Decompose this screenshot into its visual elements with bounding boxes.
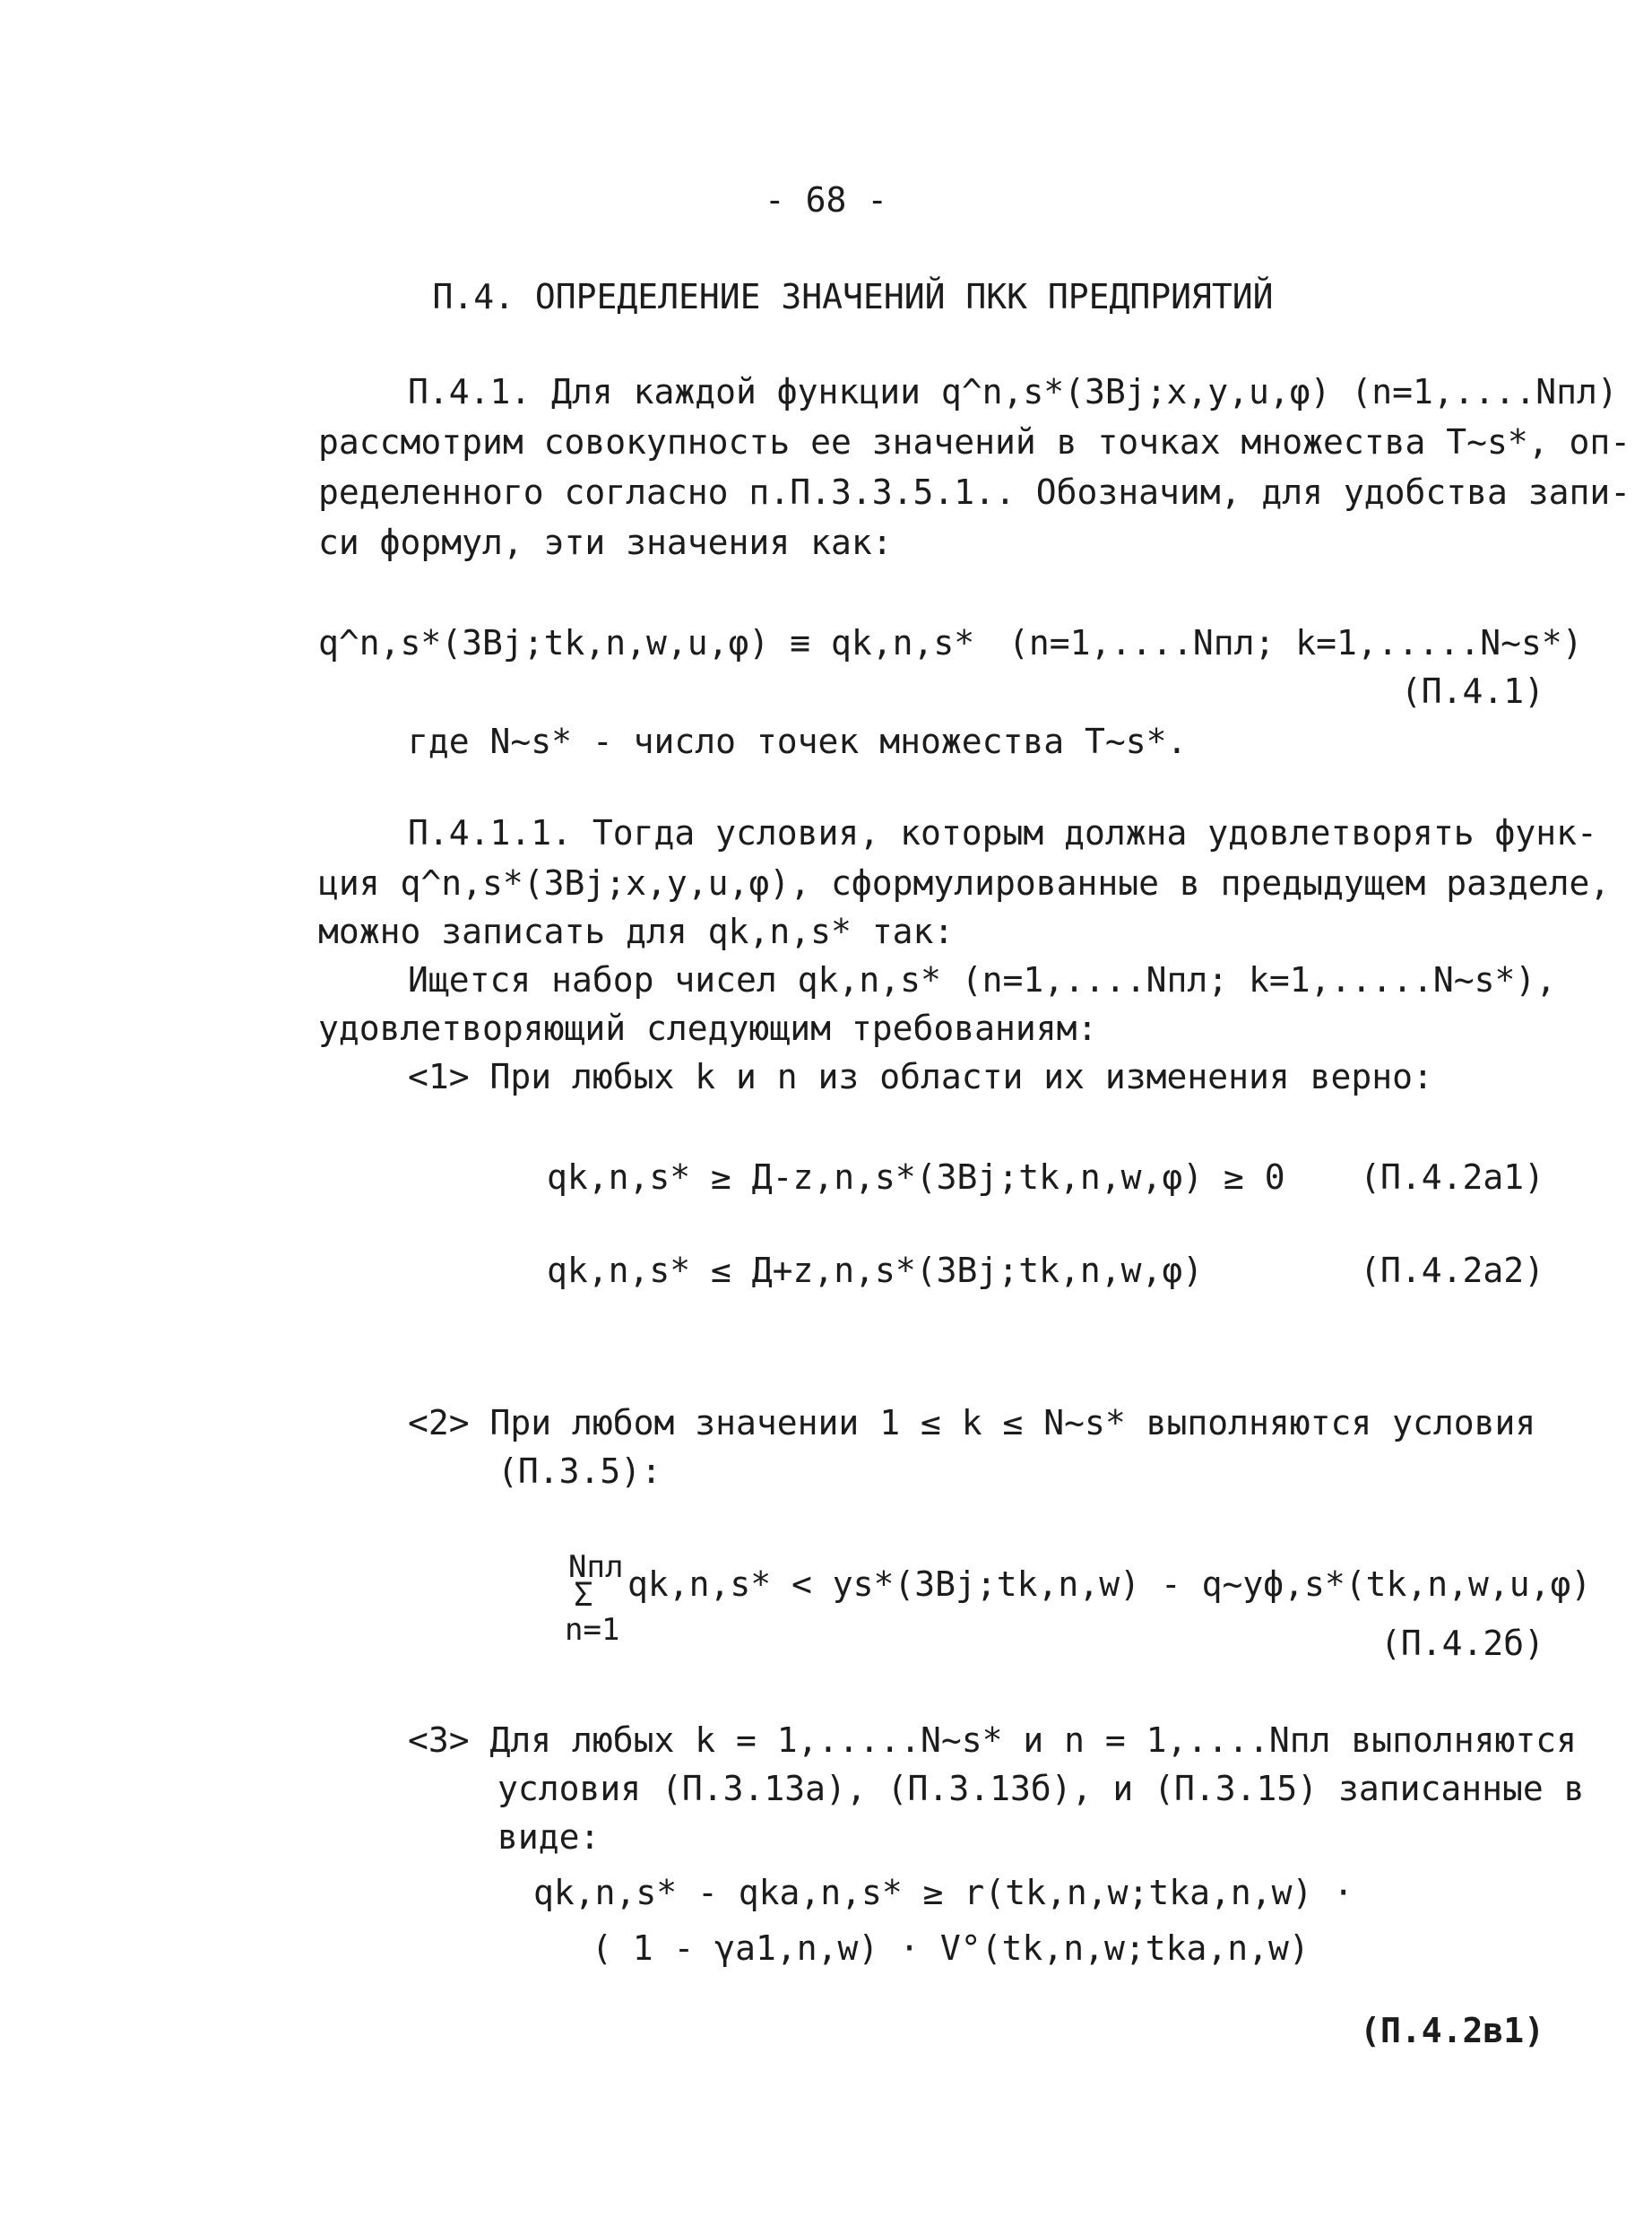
equation-p41-left: q^n,s*(ЗВj;tk,n,w,u,φ) ≡ qk,n,s* <box>318 623 975 663</box>
equation-label-2b: (П.4.2б) <box>1380 1624 1544 1663</box>
equation-label-2v1: (П.4.2в1) <box>1360 2011 1544 2050</box>
condition-3-line-1: <3> Для любых k = 1,.....N~s* и n = 1,....Nпл выполняются <box>408 1720 1578 1760</box>
sum-lower-limit: n=1 <box>565 1612 620 1648</box>
equation-2v1-line-1: qk,n,s* - qka,n,s* ≥ r(tk,n,w;tka,n,w) · <box>533 1873 1354 1912</box>
equation-2b: qk,n,s* < ys*(ЗВj;tk,n,w) - q~уф,s*(tk,n,w,u,φ) <box>627 1564 1592 1604</box>
p4111-line-4: Ищется набор чисел qk,n,s* (n=1,....Nпл; k=1,.....N~s*), <box>408 960 1557 1000</box>
sum-upper-limit: Nпл <box>568 1549 624 1585</box>
condition-3-line-3: виде: <box>497 1817 601 1857</box>
sum-sign: Σ <box>574 1577 593 1614</box>
condition-2-line-2: (П.3.5): <box>497 1451 662 1491</box>
condition-1: <1> При любых k и n из области их изменения верно: <box>408 1057 1433 1096</box>
section-title: П.4. ОПРЕДЕЛЕНИЕ ЗНАЧЕНИЙ ПКК ПРЕДПРИЯТИЙ <box>432 277 1274 316</box>
equation-label-p41: (П.4.1) <box>1400 671 1544 711</box>
where-line: где N~s* - число точек множества T~s*. <box>408 722 1188 761</box>
condition-3-line-2: условия (П.3.13а), (П.3.13б), и (П.3.15) записанные в <box>497 1769 1585 1808</box>
p411-line-1: П.4.1. Для каждой функции q^n,s*(ЗВj;x,y,u,φ) (n=1,....Nпл) <box>408 372 1618 411</box>
p4111-line-1: П.4.1.1. Тогда условия, которым должна удовлетворять функ- <box>408 813 1597 853</box>
equation-2v1-line-2: ( 1 - γa1,n,w) · V°(tk,n,w;tka,n,w) <box>592 1928 1310 1968</box>
equation-label-2a2: (П.4.2а2) <box>1360 1251 1544 1290</box>
equation-2a1: qk,n,s* ≥ Д-z,n,s*(ЗВj;tk,n,w,φ) ≥ 0 <box>547 1157 1285 1197</box>
p411-line-2: рассмотрим совокупность ее значений в точках множества T~s*, оп- <box>318 422 1631 462</box>
equation-2a2: qk,n,s* ≤ Д+z,n,s*(ЗВj;tk,n,w,φ) <box>547 1251 1204 1290</box>
p4111-line-5: удовлетворяющий следующим требованиям: <box>318 1009 1098 1048</box>
p411-line-3: ределенного согласно п.П.3.3.5.1.. Обозначим, для удобства запи- <box>318 472 1631 512</box>
page-number: - 68 - <box>764 180 888 220</box>
p411-line-4: си формул, эти значения как: <box>318 523 893 562</box>
condition-2-line-1: <2> При любом значении 1 ≤ k ≤ N~s* выполняются условия <box>408 1403 1536 1442</box>
equation-p41-right: (n=1,....Nпл; k=1,.....N~s*) <box>1008 623 1583 663</box>
equation-label-2a1: (П.4.2а1) <box>1360 1157 1544 1197</box>
p4111-line-2: ция q^n,s*(ЗВj;x,y,u,φ), сформулированные в предыдущем разделе, <box>318 863 1611 903</box>
p4111-line-3: можно записать для qk,n,s* так: <box>318 912 955 951</box>
